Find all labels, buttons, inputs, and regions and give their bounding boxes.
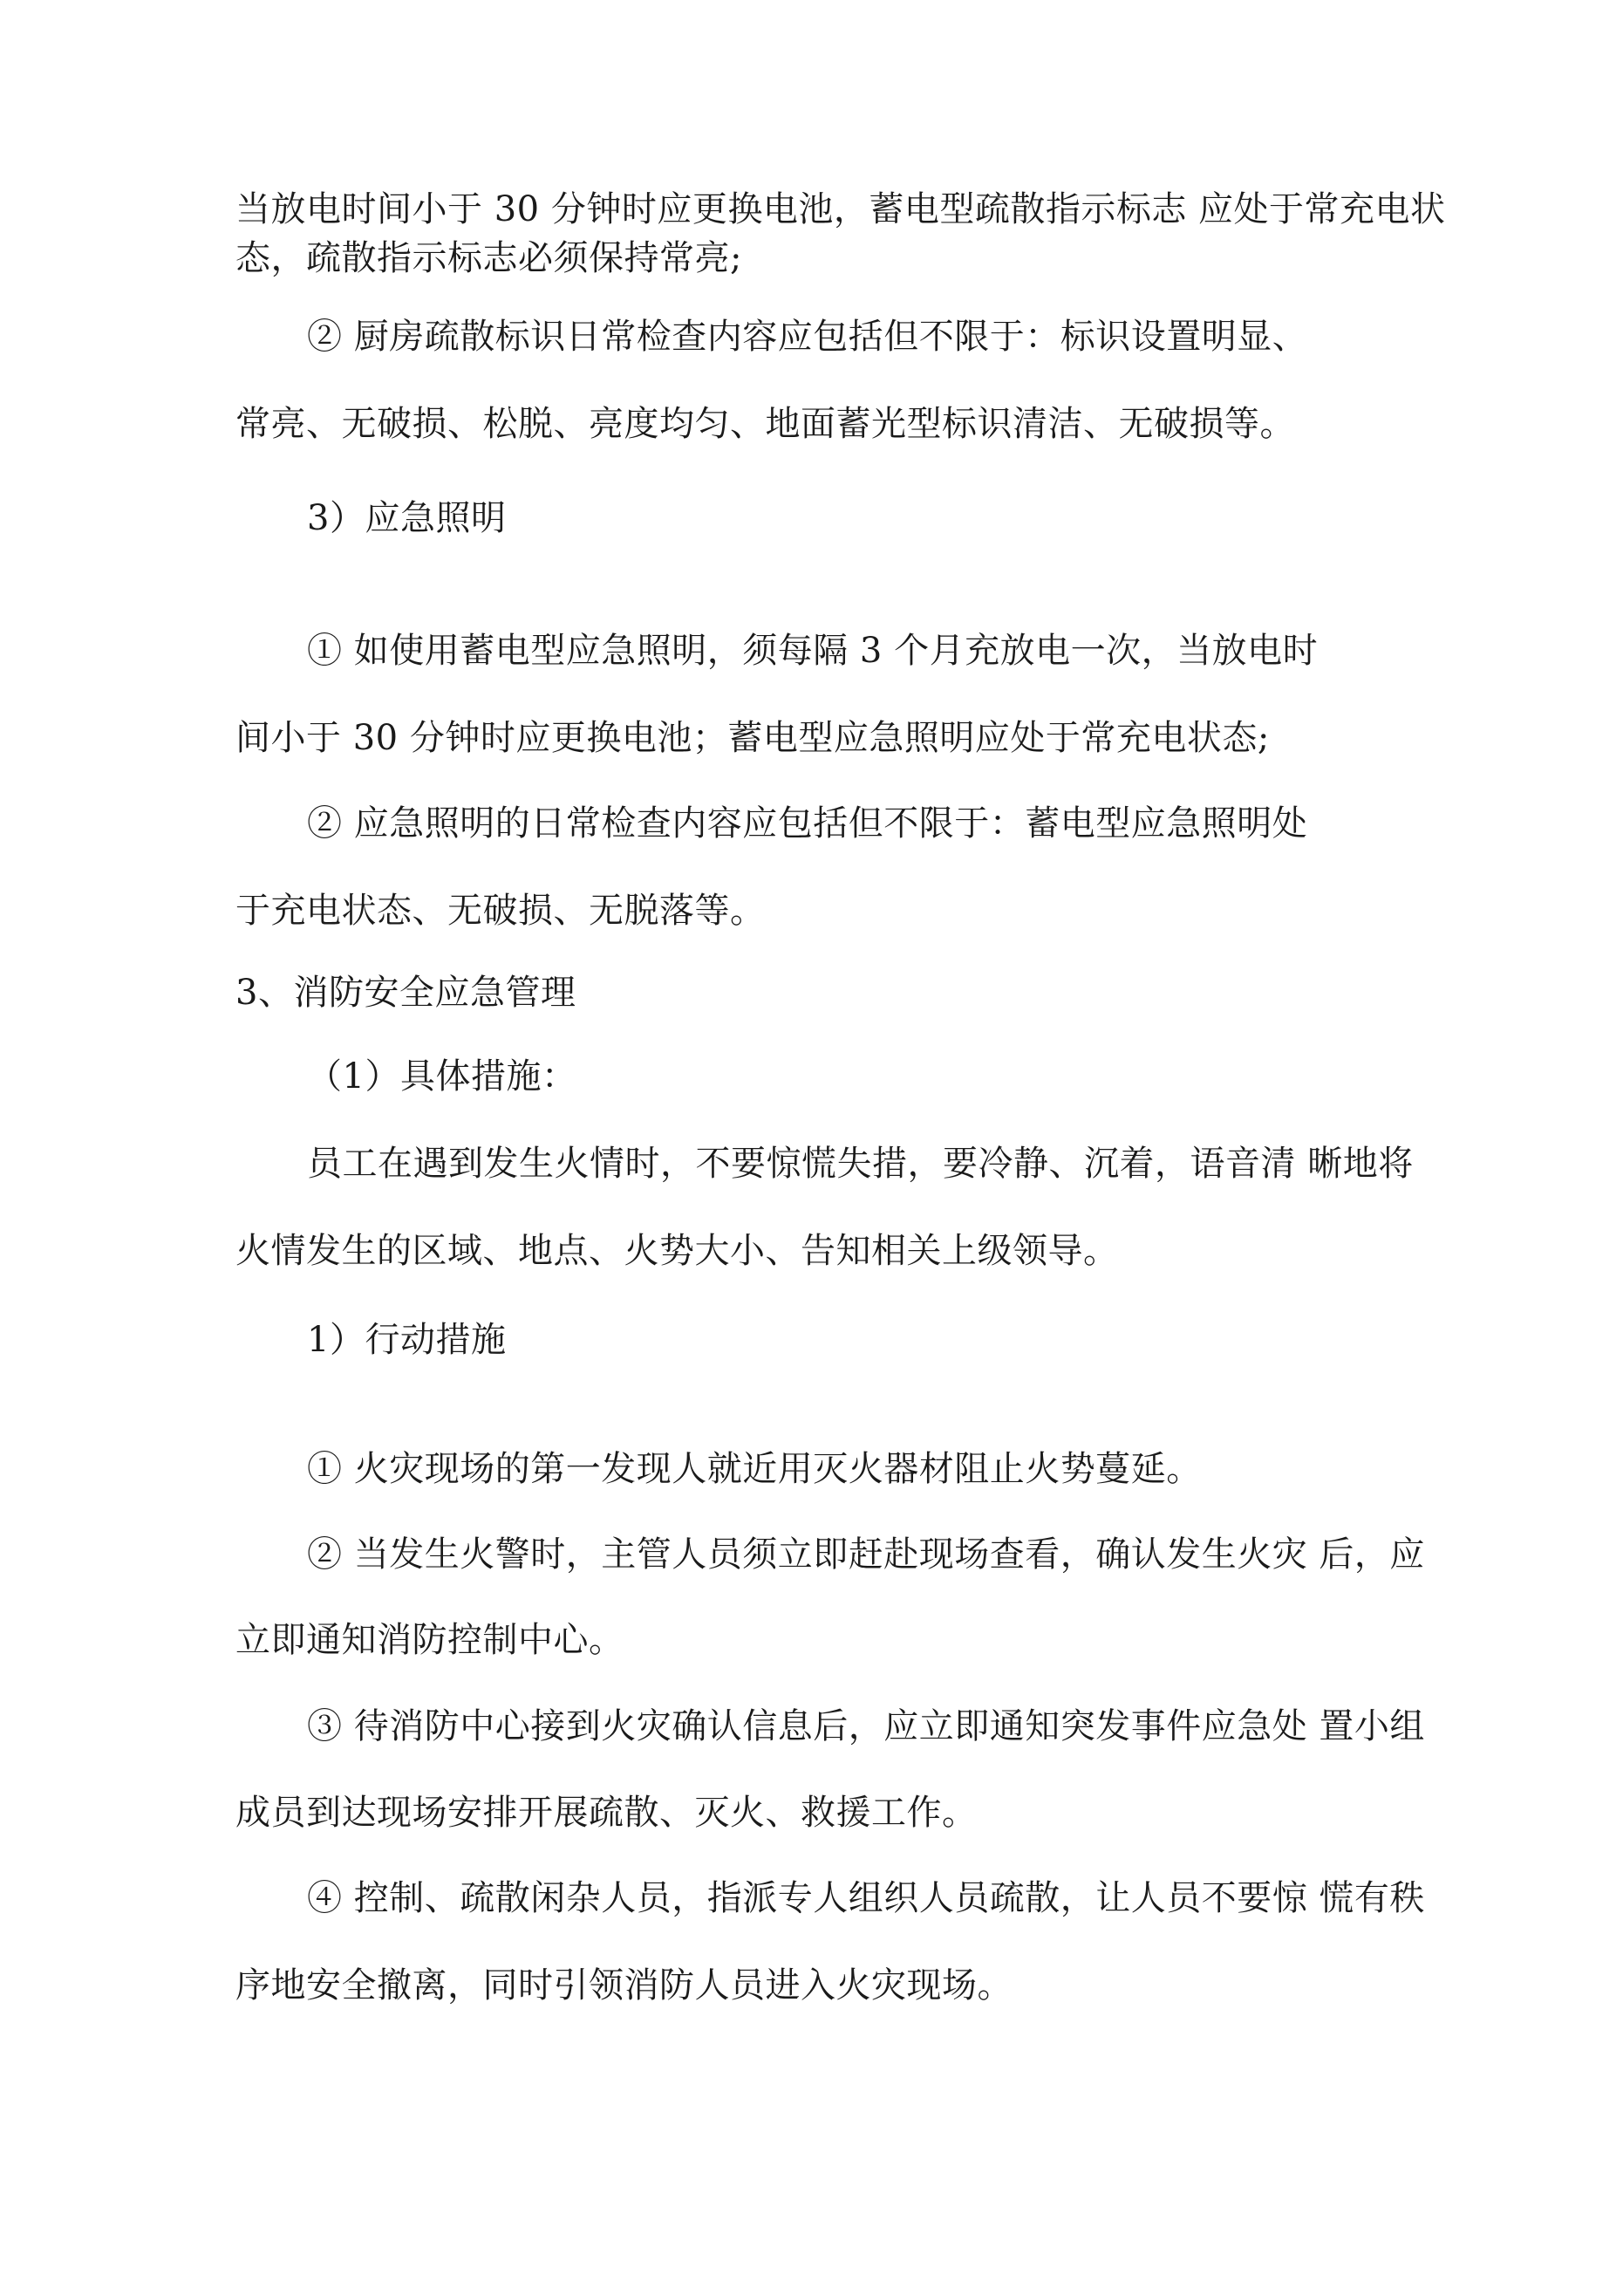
text-line-20: ④ 控制、疏散闲杂人员，指派专人组织人员疏散，让人员不要惊 慌有秩 [307, 1878, 1425, 1918]
text-line-19: 成员到达现场安排开展疏散、灭火、救援工作。 [235, 1793, 978, 1833]
section-heading: 3、消防安全应急管理 [235, 973, 576, 1013]
text-line-3: ② 厨房疏散标识日常检查内容应包括但不限于：标识设置明显、 [307, 317, 1308, 357]
text-line-14: 1）行动措施 [307, 1320, 507, 1360]
text-line-8: ② 应急照明的日常检查内容应包括但不限于：蓄电型应急照明处 [307, 803, 1308, 844]
text-line-1: 当放电时间小于 30 分钟时应更换电池，蓄电型疏散指示标志 应处于常充电状 [235, 189, 1446, 229]
text-line-6: ① 如使用蓄电型应急照明，须每隔 3 个月充放电一次，当放电时 [307, 631, 1319, 671]
text-line-18: ③ 待消防中心接到火灾确认信息后，应立即通知突发事件应急处 置小组 [307, 1706, 1425, 1746]
text-line-9: 于充电状态、无破损、无脱落等。 [235, 891, 766, 931]
text-line-13: 火情发生的区域、地点、火势大小、告知相关上级领导。 [235, 1231, 1119, 1271]
text-line-16: ② 当发生火警时，主管人员须立即赶赴现场查看，确认发生火灾 后，应 [307, 1534, 1425, 1575]
text-line-15: ① 火灾现场的第一发现人就近用灭火器材阻止火势蔓延。 [307, 1449, 1202, 1489]
text-line-7: 间小于 30 分钟时应更换电池；蓄电型应急照明应处于常充电状态; [235, 718, 1270, 758]
text-line-2: 态，疏散指示标志必须保持常亮; [235, 238, 742, 278]
text-line-21: 序地安全撤离，同时引领消防人员进入火灾现场。 [235, 1965, 1013, 2006]
text-line-4: 常亮、无破损、松脱、亮度均匀、地面蓄光型标识清洁、无破损等。 [235, 404, 1295, 444]
text-line-11: （1）具体措施： [307, 1056, 577, 1097]
text-line-12: 员工在遇到发生火情时，不要惊慌失措，要冷静、沉着，语音清 晰地将 [307, 1144, 1414, 1184]
text-line-17: 立即通知消防控制中心。 [235, 1620, 624, 1660]
text-line-5: 3）应急照明 [307, 498, 507, 538]
